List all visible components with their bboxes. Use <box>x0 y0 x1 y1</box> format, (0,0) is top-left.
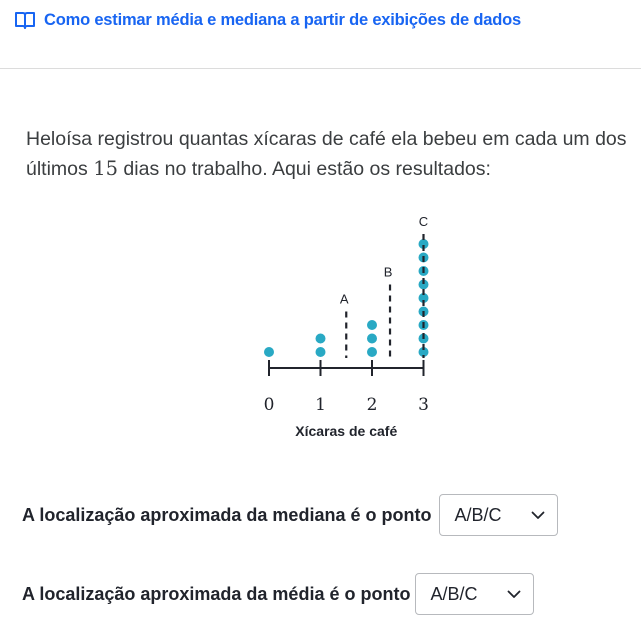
x-tick-label: 0 <box>263 395 275 415</box>
median-question-text: A localização aproximada da mediana é o ponto <box>22 504 432 525</box>
marker-label-c: C <box>418 214 429 229</box>
median-point-select[interactable] <box>439 494 558 536</box>
intro-text-end: dias no trabalho. Aqui estão os resultados: <box>118 158 491 180</box>
article-title: Como estimar média e mediana a partir de exibições de dados <box>44 10 521 29</box>
median-select-value: A/B/C <box>454 504 502 525</box>
data-point <box>367 320 377 330</box>
problem-text <box>26 124 636 184</box>
intro-text-start: Heloísa registrou quantas xícaras de café ela bebeu em cada um dos últimos <box>26 128 627 180</box>
x-tick-label: 3 <box>418 395 429 415</box>
median-question <box>22 494 558 536</box>
mean-point-select[interactable] <box>415 573 534 615</box>
data-point <box>367 334 377 344</box>
day-count: 15 <box>93 157 119 180</box>
x-axis-title: Xícaras de café <box>295 423 398 439</box>
mean-question <box>22 573 534 615</box>
article-link[interactable] <box>14 10 521 30</box>
marker-label-b: B <box>383 264 393 280</box>
mean-question-text: A localização aproximada da média é o ponto <box>22 583 411 604</box>
x-tick-label: 1 <box>315 395 326 415</box>
data-point <box>264 347 274 357</box>
chevron-down-icon <box>531 511 545 520</box>
chevron-down-icon <box>507 590 521 599</box>
data-point <box>316 334 326 344</box>
x-tick-label: 2 <box>366 395 378 415</box>
header <box>0 0 641 69</box>
book-icon <box>14 10 36 30</box>
mean-select-value: A/B/C <box>430 583 478 604</box>
data-point <box>367 347 377 357</box>
dot-plot <box>250 200 450 450</box>
data-point <box>316 347 326 357</box>
marker-label-a: A <box>339 291 349 307</box>
